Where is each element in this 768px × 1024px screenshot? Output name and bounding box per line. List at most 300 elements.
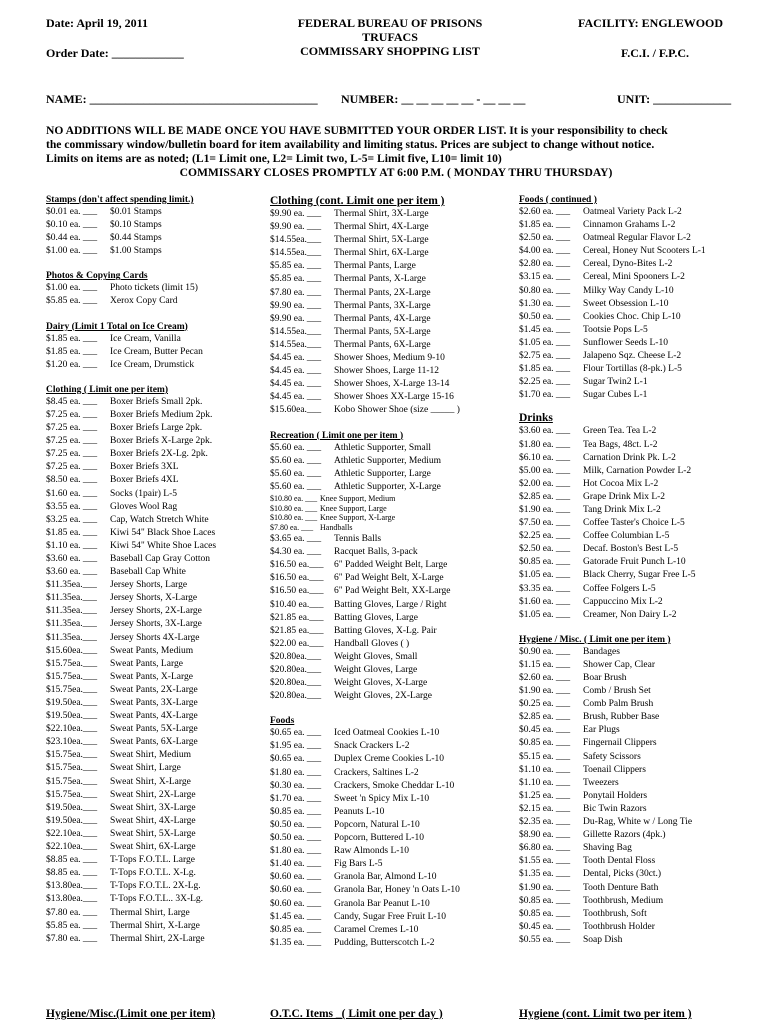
item-price: $0.30 ea. ___ [270,780,322,791]
list-item [46,893,266,906]
list-item [46,540,266,553]
list-item [270,481,510,494]
list-item [270,221,510,234]
item-price: $1.95 ea. ___ [270,741,322,752]
item-description: Soap Dish [583,934,623,945]
item-price: $4.45 ea. ___ [270,379,322,390]
list-item [519,311,764,324]
list-item [46,789,266,802]
item-price: $6.80 ea. ___ [519,843,571,854]
item-price: $3.65 ea. ___ [270,534,322,545]
item-description: Tea Bags, 48ct. L-2 [583,439,658,450]
list-item [519,908,764,921]
item-description: Weight Gloves, Small [334,651,418,662]
item-description: Thermal Shirt, 6X-Large [334,248,429,259]
list-item [519,895,764,908]
list-item [519,659,764,672]
item-description: Fingernail Clippers [583,738,657,749]
item-price: $2.60 ea. ___ [519,207,571,217]
item-price: $7.80 ea. ___ [270,287,322,298]
item-description: Black Cherry, Sugar Free L-5 [583,570,696,581]
item-description: Fig Bars L-5 [334,859,383,870]
item-price: $15.75ea.___ [46,776,98,787]
item-description: Sweat Pants, 6X-Large [110,737,198,748]
list-item [270,911,510,924]
item-price: $7.80 ea. ___ [46,933,98,944]
item-description: Gatorade Fruit Punch L-10 [583,557,686,568]
list-item [519,934,764,947]
list-item [46,245,266,258]
item-price: $1.10 ea. ___ [519,764,571,775]
list-item [46,632,266,645]
list-item [519,298,764,311]
list-item [270,365,510,378]
item-description: Jalapeno Sqz. Cheese L-2 [583,351,682,362]
item-description: Gillette Razors (4pk.) [583,830,666,841]
item-price: $22.10ea.___ [46,842,98,853]
item-description: Kiwi 54" White Shoe Laces [110,540,217,551]
item-description: Cereal, Mini Spooners L-2 [583,272,685,283]
list-item [270,690,510,703]
item-description: Pudding, Butterscotch L-2 [334,937,435,948]
item-price: $2.00 ea. ___ [519,478,571,489]
item-description: Sweat Shirt, Large [110,763,181,774]
item-description: 6" Padded Weight Belt, Large [334,560,448,571]
item-price: $21.85 ea.___ [270,612,324,623]
item-description: Comb / Brush Set [583,686,651,697]
list-item [519,777,764,790]
item-description: Boxer Briefs X-Large 2pk. [110,436,213,447]
list-foods [270,727,510,950]
item-price: $0.60 ea. ___ [270,872,322,883]
item-price: $14.55ea.___ [270,235,322,246]
item-description: Du-Rag, White w / Long Tie [583,817,693,828]
list-item [519,609,764,622]
list-item [519,646,764,659]
item-price: $4.45 ea. ___ [270,353,322,364]
item-description: Baseball Cap Gray Cotton [110,553,210,564]
item-description: Sweat Shirt, X-Large [110,776,191,787]
section-title-clothing-cont: Clothing (cont. Limit one per item ) [270,195,445,207]
section-title-clothing: Clothing ( Limit one per item) [46,384,168,395]
facility-line: FACILITY: ENGLEWOOD [578,16,724,30]
item-description: Coffee Columbian L-5 [583,531,670,542]
item-price: $5.85 ea. ___ [46,296,98,307]
list-item [519,206,764,219]
item-price: $3.25 ea. ___ [46,514,98,525]
item-description: T-Tops F.O.T.L. 2X-Lg. [110,881,201,892]
item-price: $1.05 ea. ___ [519,570,571,581]
item-price: $10.80 ea. ___ [270,493,318,503]
list-item [270,937,510,950]
item-description: Sweat Pants, 5X-Large [110,724,198,735]
item-price: $1.85 ea. ___ [519,364,571,375]
item-price: $22.10ea.___ [46,724,98,735]
item-price: $0.65 ea. ___ [270,728,322,739]
list-item [519,569,764,582]
item-description: Knee Support, Large [320,503,387,513]
item-description: Granola Bar, Honey 'n Oats L-10 [334,885,460,896]
list-item [519,882,764,895]
list-item [46,736,266,749]
list-item [519,724,764,737]
item-description: Toothbrush, Medium [583,895,664,906]
item-price: $1.35 ea. ___ [270,937,322,948]
item-description: Sweat Shirt, 2X-Large [110,789,196,800]
list-item [270,404,510,417]
section-title-hygiene: Hygiene / Misc. ( Limit one per item ) [519,634,671,645]
item-description: Grape Drink Mix L-2 [583,491,666,502]
item-price: $1.10 ea. ___ [519,777,571,788]
item-price: $13.80ea.___ [46,881,98,892]
item-description: Thermal Pants, 2X-Large [334,287,431,298]
item-price: $1.30 ea. ___ [519,298,571,309]
item-description: Ice Cream, Butter Pecan [110,346,203,357]
list-item [46,295,266,308]
list-item [46,333,266,346]
list-item [270,287,510,300]
list-item [519,921,764,934]
item-description: Sugar Twin2 L-1 [583,377,648,388]
list-item [270,313,510,326]
list-item [46,880,266,893]
item-price: $1.60 ea. ___ [46,488,98,499]
section-title-foods: Foods [270,716,295,727]
item-price: $20.80ea.___ [270,651,322,662]
item-description: Candy, Sugar Free Fruit L-10 [334,911,447,922]
item-description: Knee Support, Medium [320,493,396,503]
item-price: $15.75ea.___ [46,658,98,669]
list-item [46,579,266,592]
item-description: Sweat Pants, Large [110,658,183,669]
item-description: Sweat Pants, 4X-Large [110,711,198,722]
list-item [270,339,510,352]
item-description: Bic Twin Razors [583,803,647,814]
item-description: Comb Palm Brush [583,699,654,710]
item-description: Tooth Dental Floss [583,856,656,867]
item-price: $0.45 ea. ___ [519,921,571,932]
item-price: $0.50 ea. ___ [270,819,322,830]
list-item [46,282,266,295]
list-item [270,559,510,572]
list-item [519,517,764,530]
item-price: $7.25 ea. ___ [46,436,98,447]
item-description: Athletic Supporter, Large [334,468,431,479]
item-price: $1.15 ea. ___ [519,659,571,670]
column-2 [270,194,510,950]
list-item [270,234,510,247]
item-description: Milky Way Candy L-10 [583,285,674,296]
item-description: Boxer Briefs 2X-Lg. 2pk. [110,449,208,460]
item-description: Baseball Cap White [110,567,186,578]
list-item [270,924,510,937]
list-item [270,468,510,481]
item-description: Thermal Pants, 3X-Large [334,300,431,311]
list-item [270,260,510,273]
item-price: $3.55 ea. ___ [46,501,98,512]
item-price: $5.60 ea. ___ [270,468,322,479]
item-price: $3.35 ea. ___ [519,583,571,594]
list-item [519,478,764,491]
item-description: T-Tops F.O.T.L. X-Lg. [110,868,196,879]
item-description: Xerox Copy Card [110,296,178,307]
item-price: $15.75ea.___ [46,684,98,695]
item-price: $6.10 ea. ___ [519,452,571,463]
item-description: Hot Cocoa Mix L-2 [583,478,659,489]
item-price: $1.45 ea. ___ [519,324,571,335]
list-dairy [46,333,266,372]
item-price: $0.10 ea. ___ [46,220,98,231]
item-price: $7.25 ea. ___ [46,409,98,420]
item-description: Boxer Briefs 3XL [110,462,179,473]
item-price: $7.80 ea. ___ [270,523,314,533]
list-item [46,815,266,828]
item-description: Snack Crackers L-2 [334,741,410,752]
list-item [270,208,510,221]
list-item [46,907,266,920]
item-price: $15.75ea.___ [46,750,98,761]
list-item [270,300,510,313]
item-price: $0.85 ea. ___ [270,806,322,817]
item-price: $2.25 ea. ___ [519,531,571,542]
list-item [46,749,266,762]
item-price: $0.85 ea. ___ [270,924,322,935]
item-description: Thermal Shirt, 4X-Large [334,222,429,233]
unit-field: UNIT: _____________ [617,92,732,106]
list-item [519,751,764,764]
list-item [270,651,510,664]
item-description: Cinnamon Grahams L-2 [583,220,676,231]
list-item [46,501,266,514]
item-price: $1.10 ea. ___ [46,540,98,551]
item-description: Coffee Folgers L-5 [583,583,656,594]
section-title-dairy: Dairy (Limit 1 Total on Ice Cream) [46,321,188,332]
item-description: $0.01 Stamps [110,207,162,217]
list-item [46,854,266,867]
item-description: Peanuts L-10 [334,806,385,817]
item-description: Boxer Briefs Small 2pk. [110,396,203,407]
item-description: Boxer Briefs Medium 2pk. [110,409,213,420]
list-item [519,698,764,711]
item-description: Weight Gloves, X-Large [334,678,428,689]
item-price: $15.75ea.___ [46,789,98,800]
item-price: $4.45 ea. ___ [270,392,322,403]
item-description: Crackers, Smoke Cheddar L-10 [334,780,455,791]
item-price: $0.85 ea. ___ [519,895,571,906]
item-price: $3.60 ea. ___ [519,426,571,437]
item-description: T-Tops F.O.T.L. Large [110,855,195,866]
fci-line: F.C.I. / F.P.C. [621,46,690,60]
item-description: Shower Cap, Clear [583,659,656,670]
list-item [519,583,764,596]
item-description: Duplex Creme Cookies L-10 [334,754,445,765]
item-description: 6" Pad Weight Belt, XX-Large [334,586,451,597]
item-price: $10.80 ea. ___ [270,503,318,513]
list-item [46,658,266,671]
list-item [46,710,266,723]
item-price: $2.25 ea. ___ [519,377,571,388]
item-price: $1.90 ea. ___ [519,686,571,697]
list-item [46,566,266,579]
item-description: Ear Plugs [583,725,620,736]
section-title-drinks: Drinks [519,412,553,425]
item-description: Jersey Shorts, X-Large [110,593,198,604]
list-item [270,455,510,468]
item-description: Socks (1pair) L-5 [110,488,178,499]
list-item [270,504,510,514]
item-description: Athletic Supporter, X-Large [334,481,441,492]
list-item [270,625,510,638]
list-item [519,711,764,724]
item-price: $10.40 ea.___ [270,599,324,610]
item-description: Sugar Cubes L-1 [583,390,648,401]
item-description: Tang Drink Mix L-2 [583,504,661,515]
list-item [46,671,266,684]
list-item [270,523,510,533]
agency-name: FEDERAL BUREAU OF PRISONS [297,16,483,30]
item-price: $2.80 ea. ___ [519,259,571,270]
list-item [46,933,266,946]
item-price: $1.80 ea. ___ [270,767,322,778]
list-item [270,677,510,690]
item-description: Thermal Shirt, Large [110,907,190,918]
item-description: $0.10 Stamps [110,220,162,231]
item-price: $4.45 ea. ___ [270,366,322,377]
list-item [46,488,266,501]
item-description: Tennis Balls [334,534,382,545]
item-price: $16.50 ea.___ [270,586,324,597]
item-description: Brush, Rubber Base [583,712,660,723]
item-price: $9.90 ea. ___ [270,313,322,324]
list-item [270,273,510,286]
item-price: $0.01 ea. ___ [46,207,98,217]
list-item [519,285,764,298]
list-item [270,352,510,365]
list-item [519,816,764,829]
item-description: Cap, Watch Stretch White [110,514,209,525]
list-recreation-2 [270,533,510,703]
list-item [519,465,764,478]
item-price: $8.85 ea. ___ [46,855,98,866]
section-title-foods-cont: Foods ( continued ) [519,195,597,205]
item-description: Tweezers [583,777,619,788]
item-price: $15.75ea.___ [46,763,98,774]
item-description: Thermal Shirt, 2X-Large [110,933,205,944]
list-item [46,697,266,710]
item-price: $5.85 ea. ___ [270,274,322,285]
list-item [519,803,764,816]
list-item [519,337,764,350]
item-description: Sweat Shirt, 6X-Large [110,842,196,853]
notice-line-2: the commissary window/bulletin board for item availability and limiting status. Prices are subject to change without notice. [46,138,655,151]
item-price: $0.55 ea. ___ [519,934,571,945]
item-description: Knee Support, X-Large [320,513,396,523]
list-foods-cont [519,206,764,402]
notice-line-3: Limits on items are as noted; (L1= Limit one, L2= Limit two, L-5= Limit five, L10= limit 10) [46,152,502,165]
list-item [519,855,764,868]
item-price: $7.25 ea. ___ [46,423,98,434]
item-price: $20.80ea.___ [270,691,322,702]
list-item [519,491,764,504]
list-item [270,612,510,625]
item-description: Caramel Cremes L-10 [334,924,419,935]
item-description: Ponytail Holders [583,790,648,801]
item-price: $14.55ea.___ [270,248,322,259]
item-description: T-Tops F.O.T.L.. 3X-Lg. [110,894,204,905]
list-item [519,389,764,402]
item-price: $1.05 ea. ___ [519,609,571,620]
item-price: $23.10ea.___ [46,737,98,748]
item-description: Racquet Balls, 3-pack [334,547,418,558]
item-price: $14.55ea.___ [270,339,322,350]
list-item [519,504,764,517]
list-item [519,324,764,337]
list-item [519,219,764,232]
item-description: Kobo Shower Shoe (size _____ ) [334,405,460,416]
item-description: Sweet Obsession L-10 [583,298,669,309]
item-description: Cookies Choc. Chip L-10 [583,311,681,322]
item-price: $0.60 ea. ___ [270,898,322,909]
footer-title-hygiene-misc: Hygiene/Misc.(Limit one per item) [46,1008,216,1020]
item-price: $3.60 ea. ___ [46,553,98,564]
item-description: Shower Shoes, Large 11-12 [334,366,440,377]
item-description: Flour Tortillas (8-pk.) L-5 [583,364,682,375]
item-price: $0.85 ea. ___ [519,557,571,568]
item-description: Weight Gloves, Large [334,665,418,675]
item-price: $0.65 ea. ___ [270,754,322,765]
list-item [46,592,266,605]
list-item [46,867,266,880]
list-item [519,425,764,438]
item-price: $1.80 ea. ___ [270,846,322,857]
item-description: Batting Gloves, X-Lg. Pair [334,625,437,636]
list-hygiene [519,646,764,947]
list-item [519,350,764,363]
item-price: $11.35ea.___ [46,606,97,617]
list-item [519,530,764,543]
item-description: Jersey Shorts, 3X-Large [110,619,202,630]
item-price: $1.20 ea. ___ [46,359,98,370]
item-description: Coffee Taster's Choice L-5 [583,518,685,529]
list-item [270,845,510,858]
item-price: $1.85 ea. ___ [519,220,571,231]
item-price: $3.60 ea. ___ [46,567,98,578]
list-item [270,326,510,339]
list-item [270,898,510,911]
item-description: Decaf. Boston's Best L-5 [583,544,679,555]
column-1 [46,194,266,946]
list-item [270,378,510,391]
item-description: $0.44 Stamps [110,233,162,244]
item-price: $1.25 ea. ___ [519,790,571,801]
list-item [519,842,764,855]
item-price: $7.50 ea. ___ [519,518,571,529]
list-item [46,396,266,409]
list-item [270,391,510,404]
item-price: $2.15 ea. ___ [519,803,571,814]
item-description: Toothbrush, Soft [583,908,647,919]
item-description: Batting Gloves, Large [334,612,418,623]
section-title-photos: Photos & Copying Cards [46,271,148,282]
footer-title-otc: O.T.C. Items _( Limit one per day ) [270,1008,443,1020]
item-description: Handballs [320,523,353,533]
item-price: $21.85 ea.___ [270,625,324,636]
list-item [270,806,510,819]
item-description: Green Tea. Tea L-2 [583,426,657,437]
item-price: $5.85 ea. ___ [270,261,322,272]
item-price: $1.85 ea. ___ [46,333,98,344]
item-price: $1.05 ea. ___ [519,337,571,348]
